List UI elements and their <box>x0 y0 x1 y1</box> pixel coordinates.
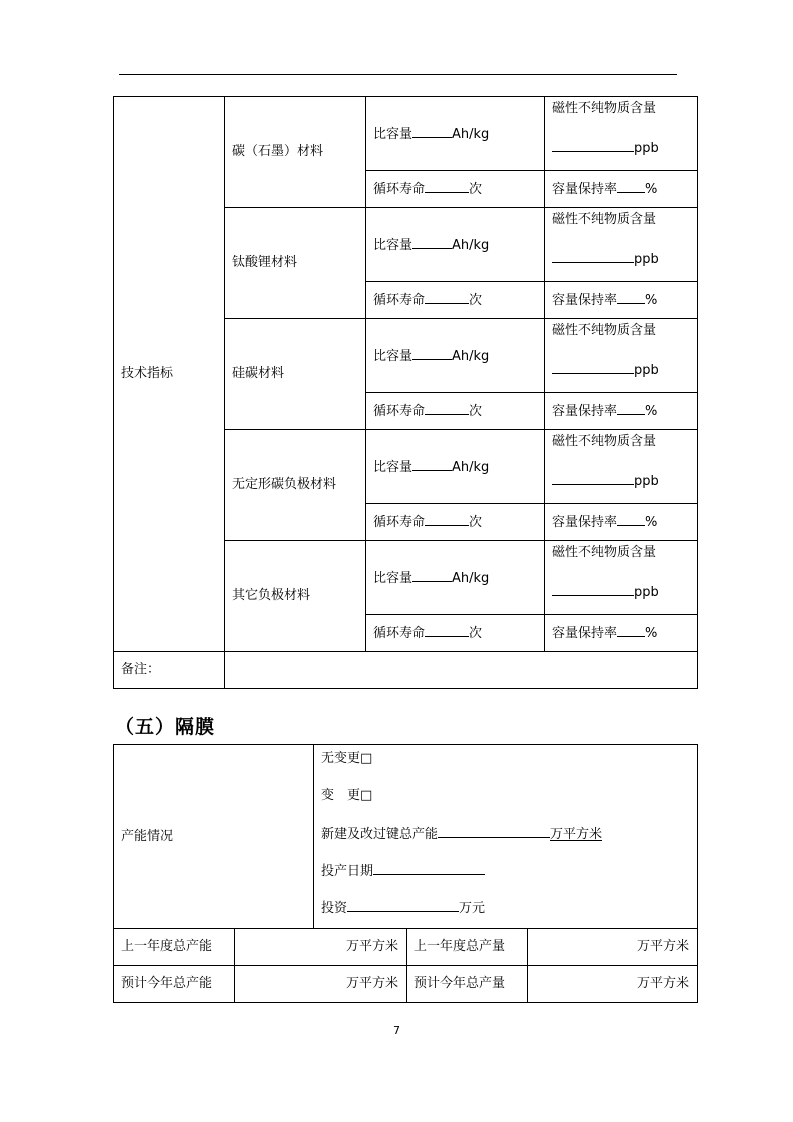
specific-capacity-field <box>366 208 545 282</box>
new-capacity-label: 新建及改过键总产能 <box>321 827 439 842</box>
cycle-life-field <box>366 504 545 541</box>
magnetic-impurity-label: 磁性不纯物质含量 <box>552 101 657 116</box>
capacity-retention-label: 容量保持率 <box>552 182 618 197</box>
last-year-capacity-value[interactable]: 万平方米 <box>235 929 407 966</box>
capacity-retention-field <box>545 504 698 541</box>
expected-capacity-label: 预计今年总产能 <box>114 966 235 1003</box>
specific-capacity-label: 比容量 <box>373 348 413 364</box>
cycle-life-field <box>366 615 545 652</box>
no-change-checkbox[interactable]: 无变更□ <box>321 751 373 766</box>
investment-label: 投资 <box>321 901 348 916</box>
capacity-retention-label: 容量保持率 <box>552 626 618 641</box>
start-date-label: 投产日期 <box>321 864 374 879</box>
magnetic-impurity-blank[interactable] <box>552 250 634 263</box>
separator-capacity-table <box>113 744 698 929</box>
magnetic-impurity-field <box>545 97 698 171</box>
page-number: 7 <box>393 1024 400 1037</box>
specific-capacity-field <box>366 97 545 171</box>
magnetic-impurity-label: 磁性不纯物质含量 <box>552 323 657 338</box>
capacity-retention-blank[interactable] <box>617 513 645 526</box>
cycle-life-blank[interactable] <box>425 402 469 415</box>
investment-field <box>321 898 485 917</box>
specific-capacity-blank[interactable] <box>412 125 452 138</box>
capacity-retention-blank[interactable] <box>617 624 645 637</box>
expected-output-label: 预计今年总产量 <box>407 966 528 1003</box>
last-year-output-label: 上一年度总产量 <box>407 929 528 966</box>
percent-unit: % <box>645 515 658 530</box>
new-capacity-unit: 万平方米 <box>550 827 603 842</box>
capacity-retention-field <box>545 615 698 652</box>
capacity-retention-field <box>545 171 698 208</box>
cycle-life-field <box>366 171 545 208</box>
cycle-life-unit: 次 <box>469 293 483 308</box>
section-title: （五）隔膜 <box>115 716 216 738</box>
magnetic-impurity-blank[interactable] <box>552 361 634 374</box>
cycle-life-unit: 次 <box>469 626 483 641</box>
tech-section-label: 技术指标 <box>114 97 225 652</box>
remarks-field[interactable] <box>225 652 698 689</box>
last-year-output-value[interactable]: 万平方米 <box>528 929 698 966</box>
capacity-retention-label: 容量保持率 <box>552 404 618 419</box>
specific-capacity-blank[interactable] <box>412 458 452 471</box>
last-year-capacity-label: 上一年度总产能 <box>114 929 235 966</box>
new-capacity-field <box>321 824 602 843</box>
ppb-unit: ppb <box>634 474 659 489</box>
percent-unit: % <box>645 626 658 641</box>
capacity-retention-label: 容量保持率 <box>552 293 618 308</box>
material-name: 碳（石墨）材料 <box>225 97 366 208</box>
magnetic-impurity-label: 磁性不纯物质含量 <box>552 434 657 449</box>
specific-capacity-label: 比容量 <box>373 570 413 586</box>
cycle-life-blank[interactable] <box>425 180 469 193</box>
cycle-life-unit: 次 <box>469 515 483 530</box>
investment-blank[interactable] <box>347 898 459 912</box>
new-capacity-blank[interactable] <box>438 824 550 838</box>
capacity-retention-blank[interactable] <box>617 291 645 304</box>
capacity-label: 产能情况 <box>114 745 314 929</box>
specific-capacity-field <box>366 319 545 393</box>
specific-capacity-label: 比容量 <box>373 459 413 475</box>
cycle-life-blank[interactable] <box>425 624 469 637</box>
specific-capacity-unit: Ah/kg <box>452 348 490 364</box>
cycle-life-label: 循环寿命 <box>373 404 426 419</box>
start-date-blank[interactable] <box>373 861 485 875</box>
change-checkbox[interactable]: 变 更□ <box>321 788 373 803</box>
specific-capacity-field <box>366 430 545 504</box>
ppb-unit: ppb <box>634 141 659 156</box>
specific-capacity-unit: Ah/kg <box>452 570 490 586</box>
cycle-life-field <box>366 393 545 430</box>
cycle-life-unit: 次 <box>469 404 483 419</box>
investment-unit: 万元 <box>459 901 486 916</box>
capacity-retention-blank[interactable] <box>617 180 645 193</box>
magnetic-impurity-field <box>545 541 698 615</box>
material-name: 无定形碳负极材料 <box>225 430 366 541</box>
cycle-life-label: 循环寿命 <box>373 626 426 641</box>
capacity-options-cell <box>314 745 698 929</box>
expected-output-value[interactable]: 万平方米 <box>528 966 698 1003</box>
specific-capacity-unit: Ah/kg <box>452 459 490 475</box>
cycle-life-unit: 次 <box>469 182 483 197</box>
expected-capacity-value[interactable]: 万平方米 <box>235 966 407 1003</box>
cycle-life-label: 循环寿命 <box>373 515 426 530</box>
material-name: 钛酸锂材料 <box>225 208 366 319</box>
cycle-life-blank[interactable] <box>425 291 469 304</box>
cycle-life-field <box>366 282 545 319</box>
magnetic-impurity-blank[interactable] <box>552 583 634 596</box>
cycle-life-label: 循环寿命 <box>373 182 426 197</box>
capacity-retention-field <box>545 282 698 319</box>
specific-capacity-blank[interactable] <box>412 236 452 249</box>
specific-capacity-field <box>366 541 545 615</box>
magnetic-impurity-label: 磁性不纯物质含量 <box>552 212 657 227</box>
ppb-unit: ppb <box>634 585 659 600</box>
ppb-unit: ppb <box>634 363 659 378</box>
magnetic-impurity-field <box>545 430 698 504</box>
capacity-retention-field <box>545 393 698 430</box>
remarks-label: 备注： <box>114 652 225 689</box>
tech-spec-table <box>113 96 698 689</box>
specific-capacity-unit: Ah/kg <box>452 126 490 142</box>
specific-capacity-blank[interactable] <box>412 569 452 582</box>
magnetic-impurity-blank[interactable] <box>552 139 634 152</box>
capacity-retention-blank[interactable] <box>617 402 645 415</box>
magnetic-impurity-label: 磁性不纯物质含量 <box>552 545 657 560</box>
magnetic-impurity-blank[interactable] <box>552 472 634 485</box>
ppb-unit: ppb <box>634 252 659 267</box>
magnetic-impurity-field <box>545 208 698 282</box>
annual-capacity-table <box>113 928 698 1003</box>
material-name: 其它负极材料 <box>225 541 366 652</box>
start-date-field <box>321 861 485 880</box>
material-name: 硅碳材料 <box>225 319 366 430</box>
specific-capacity-unit: Ah/kg <box>452 237 490 253</box>
capacity-retention-label: 容量保持率 <box>552 515 618 530</box>
specific-capacity-label: 比容量 <box>373 126 413 142</box>
percent-unit: % <box>645 182 658 197</box>
cycle-life-blank[interactable] <box>425 513 469 526</box>
percent-unit: % <box>645 404 658 419</box>
header-rule <box>119 74 677 75</box>
cycle-life-label: 循环寿命 <box>373 293 426 308</box>
magnetic-impurity-field <box>545 319 698 393</box>
specific-capacity-label: 比容量 <box>373 237 413 253</box>
specific-capacity-blank[interactable] <box>412 347 452 360</box>
percent-unit: % <box>645 293 658 308</box>
